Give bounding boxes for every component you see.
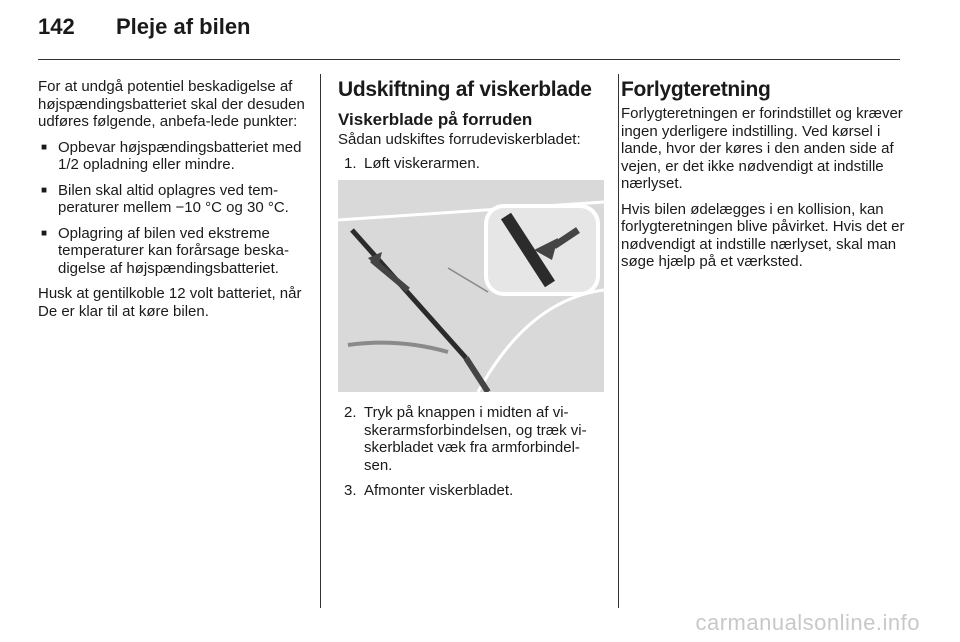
column-divider-1 (320, 74, 321, 608)
column-wiper-blades (338, 78, 604, 508)
step-item (338, 155, 604, 173)
step-item (338, 404, 604, 474)
step-text: Tryk på knappen i midten af vi-skerarmsforbindelsen, og træk vi-skerbladet væk fra armforbindel-sen. (364, 404, 587, 474)
column-headlight-aim (621, 78, 906, 279)
step-number: 1. (344, 154, 357, 172)
column-battery-storage (38, 78, 308, 328)
section-heading-wiper: Udskiftning af viskerblade (338, 78, 592, 101)
wiper-intro: Sådan udskiftes forrudeviskerbladet: (338, 131, 581, 148)
page-number: 142 (38, 14, 75, 39)
wiper-steps-part2 (338, 404, 604, 500)
page-header (38, 14, 251, 54)
step-item (338, 482, 604, 500)
bullet-item: ■ Bilen skal altid oplagres ved tem-peraturer mellem −10 °C og 30 °C. (38, 182, 308, 217)
page-title: Pleje af bilen (116, 14, 251, 39)
battery-intro: For at undgå potentiel beskadigelse af højspændingsbatteriet skal der desuden udføres følgende, anbefa-lede punkter: (38, 78, 305, 130)
battery-bullet-list (38, 139, 308, 278)
watermark: carmanualsonline.info (695, 610, 920, 635)
bullet-item: ■ Opbevar højspændingsbatteriet med 1/2 opladning eller mindre. (38, 139, 308, 174)
step-number: 3. (344, 482, 357, 499)
step-number: 2. (344, 404, 357, 421)
step-text: Løft viskerarmen. (364, 154, 480, 172)
step-text: Afmonter viskerbladet. (364, 482, 514, 499)
wiper-steps-part1 (338, 155, 604, 173)
column-divider-2 (618, 74, 619, 608)
bullet-item: ■ Oplagring af bilen ved ekstreme temperaturer kan forårsage beska-digelse af højspændingsbatteriet. (38, 225, 308, 278)
header-rule (38, 59, 900, 60)
wiper-illustration (338, 180, 604, 392)
headlight-paragraph-2: Hvis bilen ødelægges i en kollision, kan forlygteretningen blive påvirket. Hvis det er nødvendigt at indstille nærlyset, skal man søge hjælp på et værksted. (621, 200, 905, 270)
headlight-paragraph-1: Forlygteretningen er forindstillet og kræver ingen yderligere indstilling. Ved kørsel i lande, hvor der køres i den anden side af vejen, er det ikke nødvendigt at indstille nærlyset. (621, 105, 903, 192)
section-heading-headlight: Forlygteretning (621, 78, 771, 101)
battery-outro: Husk at gentilkoble 12 volt batteriet, når De er klar til at køre bilen. (38, 285, 302, 320)
subheading-windshield-wiper: Viskerblade på forruden (338, 110, 533, 129)
